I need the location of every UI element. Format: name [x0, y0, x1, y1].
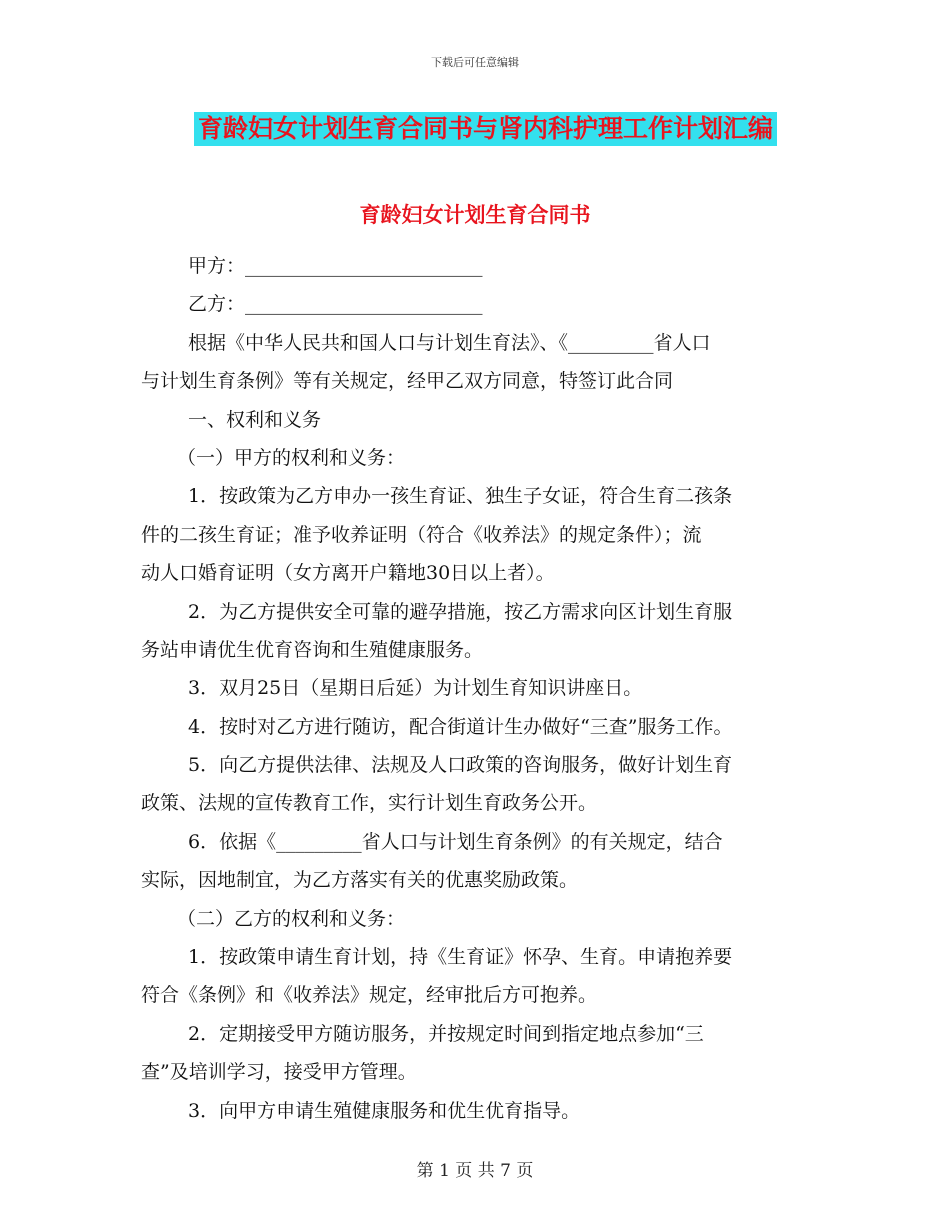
- paragraph-line: 符合《条例》和《收养法》规定，经审批后方可抱养。: [141, 984, 598, 1007]
- paragraph-line: 3．双月25日（星期日后延）为计划生育知识讲座日。: [188, 677, 643, 700]
- paragraph-line: 5．向乙方提供法律、法规及人口政策的咨询服务，做好计划生育: [188, 754, 733, 777]
- subsection-heading: （一）甲方的权利和义务：: [177, 446, 406, 469]
- party-b-line: 乙方：_________________________: [188, 293, 483, 316]
- paragraph-line: 6．依据《_________省人口与计划生育条例》的有关规定，结合: [188, 830, 723, 853]
- contract-body: [141, 247, 831, 1130]
- paragraph-line: 3．向甲方申请生殖健康服务和优生优育指导。: [188, 1099, 581, 1122]
- header-note: 下载后可任意编辑: [431, 56, 519, 69]
- page-number-footer: 第 1 页 共 7 页: [416, 1161, 534, 1181]
- contract-title: 育龄妇女计划生育合同书: [359, 203, 591, 227]
- document-title: 育龄妇女计划生育合同书与肾内科护理工作计划汇编: [194, 112, 777, 146]
- paragraph-line: 实际，因地制宜，为乙方落实有关的优惠奖励政策。: [141, 869, 579, 892]
- paragraph-line: 2．为乙方提供安全可靠的避孕措施，按乙方需求向区计划生育服: [188, 600, 733, 623]
- subsection-heading: （二）乙方的权利和义务：: [177, 907, 406, 930]
- paragraph-line: 政策、法规的宣传教育工作，实行计划生育政务公开。: [141, 792, 598, 815]
- paragraph-line: 1．按政策申请生育计划，持《生育证》怀孕、生育。申请抱养要: [188, 946, 733, 969]
- paragraph-line: 2．定期接受甲方随访服务，并按规定时间到指定地点参加“三: [188, 1022, 704, 1045]
- paragraph-line: 查”及培训学习，接受甲方管理。: [141, 1061, 417, 1084]
- paragraph-line: 务站申请优生优育咨询和生殖健康服务。: [141, 638, 484, 661]
- section-heading: 一、权利和义务: [188, 408, 322, 431]
- paragraph-line: 件的二孩生育证；准予收养证明（符合《收养法》的规定条件）；流: [141, 523, 702, 546]
- paragraph-line: 与计划生育条例》等有关规定，经甲乙双方同意，特签订此合同: [141, 370, 674, 393]
- party-a-line: 甲方：_________________________: [188, 255, 483, 277]
- paragraph-line: 1．按政策为乙方申办一孩生育证、独生子女证，符合生育二孩条: [188, 485, 733, 508]
- paragraph-line: 动人口婚育证明（女方离开户籍地30日以上者）。: [141, 562, 555, 585]
- paragraph-line: 4．按时对乙方进行随访，配合街道计生办做好“三查”服务工作。: [188, 715, 733, 738]
- paragraph-line: 根据《中华人民共和国人口与计划生育法》、《_________省人口: [188, 331, 711, 354]
